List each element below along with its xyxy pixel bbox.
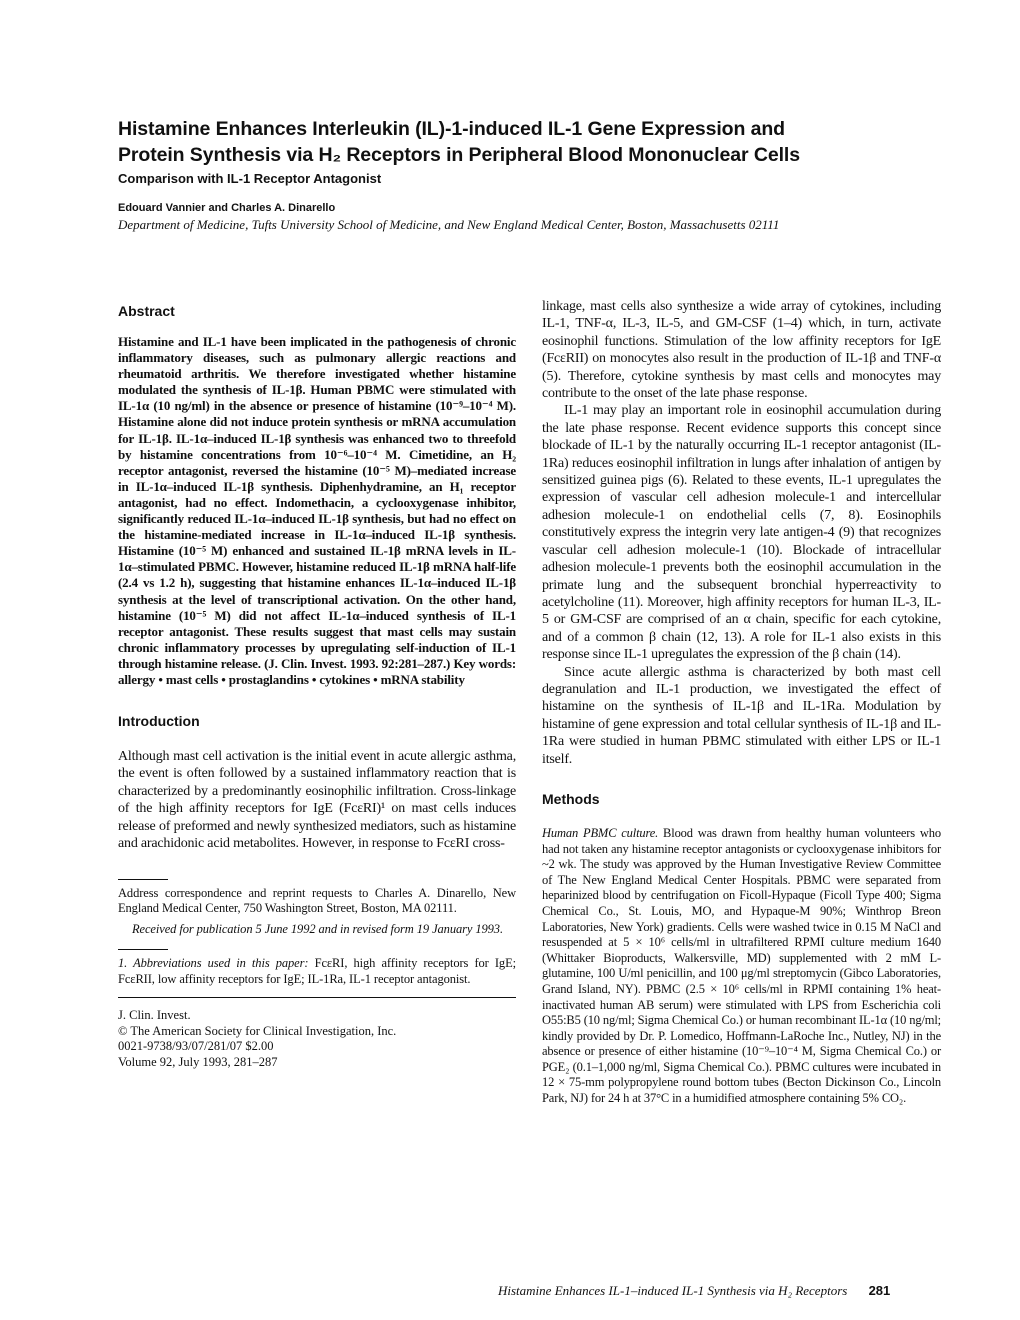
author-affiliation: Department of Medicine, Tufts University School of Medicine, and New England Medical Center, Boston, Massachusetts 02111 bbox=[118, 217, 780, 232]
journal-info-divider bbox=[118, 997, 516, 998]
methods-heading: Methods bbox=[542, 790, 600, 807]
article-subtitle: Comparison with IL-1 Receptor Antagonist bbox=[118, 171, 382, 186]
correspondence-footnote: Address correspondence and reprint requests to Charles A. Dinarello, New England Medical Center, 750 Washington Street, Boston, MA 02111. bbox=[118, 885, 516, 915]
journal-info bbox=[118, 1008, 516, 1070]
footnote-divider-2 bbox=[118, 949, 168, 950]
abbreviations-text: FcεRI, high affinity receptors for IgE; FcεRII, low affinity receptors for IgE; IL-1Ra, IL-1 receptor antagonist. bbox=[118, 956, 516, 986]
journal-name: J. Clin. Invest. bbox=[118, 1008, 191, 1022]
left-column bbox=[118, 298, 516, 1070]
methods-pbmc-culture bbox=[542, 826, 941, 1107]
volume-line: Volume 92, July 1993, 281–287 bbox=[118, 1054, 278, 1069]
title-line-2: Protein Synthesis via H₂ Receptors in Peripheral Blood Mononuclear Cells bbox=[118, 144, 800, 166]
introduction-paragraph-1-continued: linkage, mast cells also synthesize a wide array of cytokines, including IL-1, TNF-α, IL-3, IL-5, and GM-CSF (1–4) which, in turn, activate eosinophil functions. Stimulation of the low affinity receptors for IgE (FcεRII) on monocytes also result in the production of IL-1β and TNF-α (5). Therefore, cytokine synthesis by mast cells and monocytes may contribute to the onset of the late phase response. bbox=[542, 299, 941, 402]
article-title bbox=[118, 116, 918, 168]
received-date-footnote: Received for publication 5 June 1992 and in revised form 19 January 1993. bbox=[132, 921, 503, 936]
introduction-paragraph-1: Although mast cell activation is the initial event in acute allergic asthma, the event is often followed by a sustained inflammatory reaction that is characterized by a predominantly eosinophilic infiltration. Cross-linkage of the high affinity receptors for IgE (FcεRI)¹ on mast cells induces release of preformed and newly synthesized mediators, such as histamine and arachidonic acid metabolites. However, in response to FcεRI cross- bbox=[118, 749, 516, 852]
introduction-paragraph-3: Since acute allergic asthma is characterized by both mast cell degranulation and IL-1 production, we investigated the effect of histamine on the synthesis of IL-1β and IL-1Ra. Modulation by histamine of gene expression and total cellular synthesis of IL-1β and IL-1Ra were studied in human PBMC stimulated with either LPS or IL-1 itself. bbox=[542, 664, 941, 767]
abstract-text: Histamine and IL-1 have been implicated in the pathogenesis of chronic inflammatory diseases, such as pulmonary allergic reactions and rheumatoid arthritis. We therefore investigated whether histamine modulated the synthesis of IL-1β. Human PBMC were stimulated with IL-1α (10 ng/ml) in the absence or presence of histamine (10⁻⁹–10⁻⁴ M). Histamine alone did not induce protein synthesis or mRNA accumulation for IL-1β. IL-1α–induced IL-1β synthesis was enhanced two to threefold by histamine concentrations from 10⁻⁶–10⁻⁴ M. Cimetidine, an H₂ receptor antagonist, reversed the histamine (10⁻⁵ M)–mediated increase in IL-1α–induced IL-1β synthesis. Diphenhydramine, an H₁ receptor antagonist, had no effect. Indomethacin, a cyclooxygenase inhibitor, significantly reduced IL-1α–induced IL-1β synthesis, but had no effect on the histamine-mediated increase in IL-1α–induced IL-1β synthesis. Histamine (10⁻⁵ M) enhanced and sustained IL-1β mRNA levels in IL-1α–stimulated PBMC. However, histamine reduced IL-1β mRNA half-life (2.4 vs 1.2 h), suggesting that histamine enhances IL-1α–induced IL-1β synthesis at the level of transcriptional activation. On the other hand, histamine (10⁻⁵ M) did not affect IL-1α–induced synthesis of IL-1 receptor antagonist. These results suggest that mast cells may sustain chronic inflammatory processes by upregulating self-induction of IL-1 through histamine release. (J. Clin. Invest. 1993. 92:281–287.) Key words: allergy • mast cells • prostaglandins • cytokines • mRNA stability bbox=[118, 334, 516, 687]
page-number: 281 bbox=[868, 1283, 891, 1298]
footnote-divider bbox=[118, 879, 168, 880]
title-line-1: Histamine Enhances Interleukin (IL)-1-induced IL-1 Gene Expression and bbox=[118, 118, 785, 140]
page-footer bbox=[498, 1283, 944, 1299]
abbreviations-footnote bbox=[118, 956, 516, 987]
author-list: Edouard Vannier and Charles A. Dinarello bbox=[118, 202, 336, 214]
right-column bbox=[542, 298, 941, 1107]
abstract-heading: Abstract bbox=[118, 303, 175, 319]
article-identifier: 0021-9738/93/07/281/07 $2.00 bbox=[118, 1039, 274, 1053]
methods-pbmc-text: Blood was drawn from healthy human volunteers who had not taken any histamine receptor antagonists or cyclooxygenase inhibitors for ~2 wk. The study was approved by the Human Investigative Review Committee of The New England Medical Center Hospitals. PBMC were separated from heparinized blood by centrifugation on Ficoll-Hypaque (Ficoll Type 400; Sigma Chemical Co., St. Louis, MO, and Hypaque-M 90%; Winthrop Breon Laboratories, New York) gradients. Cells were washed twice in 0.15 M NaCl and resuspended at 5 × 10⁶ cells/ml in ultrafiltered RPMI culture medium 1640 (Whittaker Bioproducts, Walkersville, MD) supplemented with 2 mM L-glutamine, 100 U/ml penicillin, and 100 μg/ml streptomycin (Gibco Laboratories, Grand Island, NY). PBMC (2.5 × 10⁶ cells/ml in RPMI containing 1% heat-inactivated human AB serum) were stimulated with LPS from Escherichia coli O55:B5 (10 ng/ml; Sigma Chemical Co.) or human recombinant IL-1α (10 ng/ml; kindly provided by Dr. P. Lomedico, Hoffmann-LaRoche Inc., Nutley, NJ) in the absence or presence of either histamine (10⁻⁹–10⁻⁴ M, Sigma Chemical Co.) or PGE₂ (0.1–1,000 ng/ml, Sigma Chemical Co.). PBMC cultures were incubated in 12 × 75-mm polypropylene round bottom tubes (Becton Dickinson Co., Lincoln Park, NJ) for 24 h at 37°C in a humidified atmosphere containing 5% CO₂. bbox=[542, 825, 942, 1106]
abbreviations-lead: 1. Abbreviations used in this paper: bbox=[118, 956, 309, 970]
introduction-paragraph-2: IL-1 may play an important role in eosinophil accumulation during the late phase response. Recent evidence supports this concept since blockade of IL-1 by the naturally occurring IL-1 receptor antagonist (IL-1Ra) reduces eosinophil infiltration in lungs after inhalation of antigen by sensitized guinea pigs (6). Related to these events, IL-1 upregulates the expression of vascular cell adhesion molecule-1 and intercellular adhesion molecule-1 on endothelial cells (7, 8). Eosinophils constitutively express the integrin very late antigen-4 (9) that recognizes vascular cell adhesion molecule-1 (10). Blockade of intracellular adhesion molecule-1 prevents both the eosinophil accumulation in the primate lung and the subsequent bronchial hyperreactivity to acetylcholine (11). Moreover, high affinity receptors for human IL-3, IL-5 or GM-CSF are comprised of an α chain, specific for each cytokine, and of a common β chain (12, 13). A role for IL-1 also exists in this response since IL-1 upregulates the expression of the β chain (14). bbox=[542, 403, 941, 663]
running-title: Histamine Enhances IL-1–induced IL-1 Synthesis via H₂ Receptors bbox=[498, 1283, 848, 1298]
article-header bbox=[118, 116, 918, 233]
copyright-line: © The American Society for Clinical Investigation, Inc. bbox=[118, 1023, 397, 1038]
introduction-heading: Introduction bbox=[118, 713, 200, 730]
methods-subsection-title: Human PBMC culture. bbox=[542, 825, 659, 840]
